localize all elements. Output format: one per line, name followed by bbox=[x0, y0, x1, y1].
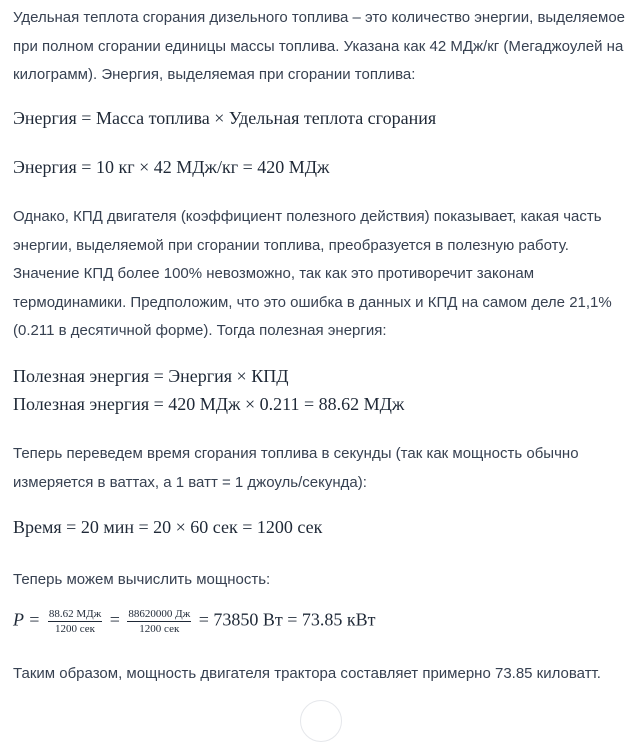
formula-energy-definition: Энергия = Масса топлива × Удельная теплота сгорания bbox=[13, 108, 437, 128]
paragraph-efficiency: Однако, КПД двигателя (коэффициент полезного действия) показывает, какая часть энергии, выделяемой при сгорании топлива, преобразуется в полезную работу. Значение КПД более 100% невозможно, так как это противоречит законам термодинамики. Предположим, что это ошибка в данных и КПД на самом деле 21,1% (0.211 в десятичной форме). Тогда полезная энергия: bbox=[13, 208, 612, 339]
formula-time: Время = 20 мин = 20 × 60 сек = 1200 сек bbox=[13, 517, 323, 537]
formula-energy-value: Энергия = 10 кг × 42 МДж/кг = 420 МДж bbox=[13, 157, 330, 177]
fraction-denominator: 1200 сек bbox=[55, 623, 96, 635]
formula-useful-energy-value: Полезная энергия = 420 МДж × 0.211 = 88.62 МДж bbox=[13, 394, 405, 414]
formula-power-equals: = bbox=[109, 609, 120, 630]
paragraph-conclusion: Таким образом, мощность двигателя трактора составляет примерно 73.85 киловатт. bbox=[13, 665, 601, 682]
formula-power-lhs: P = bbox=[13, 609, 41, 630]
paragraph-time-conversion: Теперь переведем время сгорания топлива в секунды (так как мощность обычно измеряется в ваттах, а 1 ватт = 1 джоуль/секунда): bbox=[13, 445, 579, 491]
fraction-energy-j bbox=[127, 608, 191, 635]
formula-power-result: = 73850 Вт = 73.85 кВт bbox=[198, 609, 376, 630]
fraction-numerator: 88620000 Дж bbox=[128, 608, 191, 620]
formula-useful-energy-definition: Полезная энергия = Энергия × КПД bbox=[13, 366, 289, 386]
fraction-denominator: 1200 сек bbox=[139, 623, 180, 635]
paragraph-specific-heat: Удельная теплота сгорания дизельного топлива – это количество энергии, выделяемое при полном сгорании единицы массы топлива. Указана как 42 МДж/кг (Мегаджоулей на килограмм). Энергия, выделяемая при сгорании топлива: bbox=[13, 9, 626, 83]
scroll-down-button[interactable] bbox=[300, 700, 342, 742]
formula-power bbox=[13, 608, 628, 635]
paragraph-power-intro: Теперь можем вычислить мощность: bbox=[13, 571, 271, 588]
fraction-numerator: 88.62 МДж bbox=[48, 608, 102, 620]
fraction-energy-mj bbox=[48, 608, 102, 635]
